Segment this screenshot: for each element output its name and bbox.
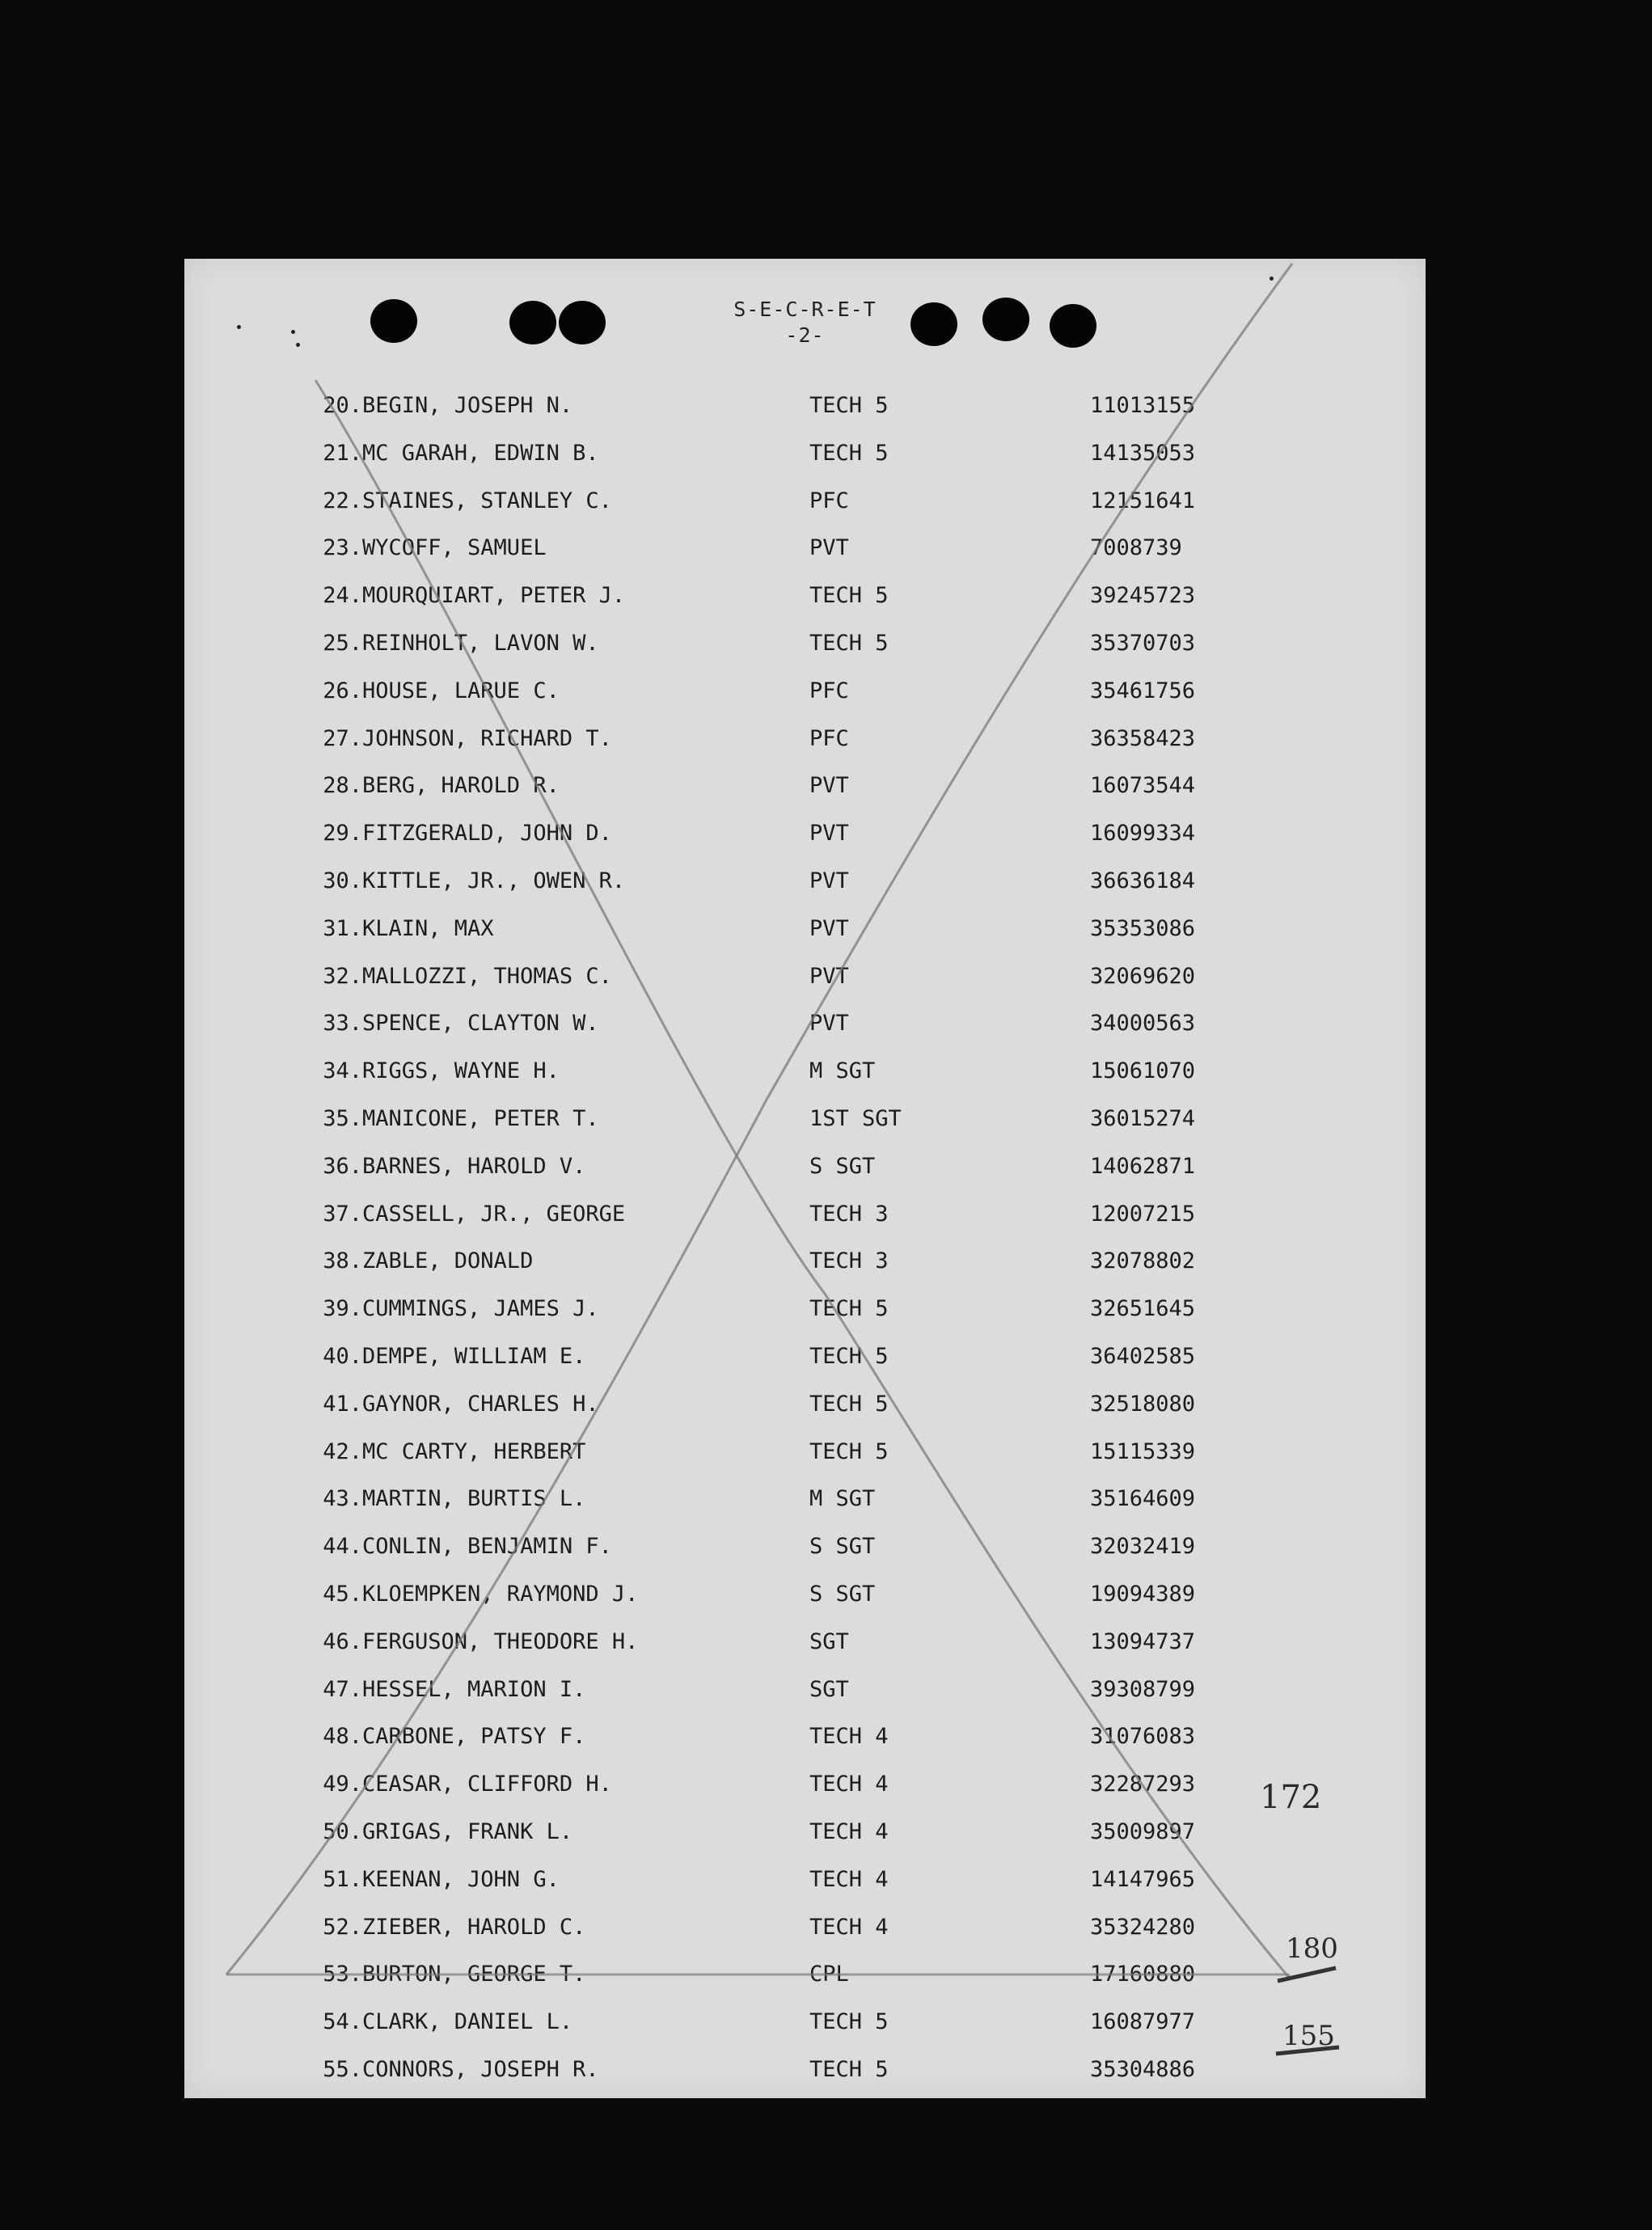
- entry-number: 27.: [323, 725, 362, 751]
- rank: M SGT: [809, 1058, 876, 1084]
- roster-row: [184, 620, 1426, 667]
- serial-number: 16087977: [1090, 2009, 1196, 2035]
- rank: TECH 5: [809, 2009, 889, 2035]
- serial-number: 35324280: [1090, 1914, 1196, 1940]
- entry-number: 29.: [323, 821, 362, 847]
- rank: PVT: [809, 915, 849, 941]
- soldier-name: FITZGERALD, JOHN D.: [362, 821, 612, 847]
- entry-number: 41.: [323, 1391, 362, 1417]
- serial-number: 32518080: [1090, 1391, 1196, 1417]
- struck-page-number: 180: [1286, 1932, 1338, 1965]
- serial-number: 35304886: [1090, 2057, 1196, 2082]
- roster-row: [184, 1951, 1426, 1998]
- rank: 1ST SGT: [809, 1106, 902, 1131]
- serial-number: 14147965: [1090, 1866, 1196, 1892]
- soldier-name: HOUSE, LARUE C.: [362, 678, 560, 703]
- serial-number: 11013155: [1090, 393, 1196, 418]
- rank: PFC: [809, 488, 849, 513]
- document-page: [184, 259, 1426, 2098]
- entry-number: 46.: [323, 1628, 362, 1654]
- soldier-name: BERG, HAROLD R.: [362, 773, 560, 799]
- soldier-name: ZABLE, DONALD: [362, 1248, 534, 1274]
- roster-row: [184, 1429, 1426, 1476]
- serial-number: 12151641: [1090, 488, 1196, 513]
- roster-row: [184, 1191, 1426, 1238]
- soldier-name: BEGIN, JOSEPH N.: [362, 393, 573, 418]
- soldier-name: SPENCE, CLAYTON W.: [362, 1011, 599, 1037]
- entry-number: 34.: [323, 1058, 362, 1084]
- roster-row: [184, 1571, 1426, 1618]
- serial-number: 36402585: [1090, 1344, 1196, 1369]
- rank: TECH 4: [809, 1724, 889, 1750]
- entry-number: 53.: [323, 1962, 362, 1987]
- serial-number: 36015274: [1090, 1106, 1196, 1131]
- serial-number: 36636184: [1090, 868, 1196, 893]
- roster-row: [184, 1333, 1426, 1380]
- roster-row: [184, 1619, 1426, 1666]
- roster-row: [184, 1286, 1426, 1333]
- archival-stamp-number: 172: [1260, 1779, 1322, 1816]
- soldier-name: CUMMINGS, JAMES J.: [362, 1296, 599, 1322]
- soldier-name: WYCOFF, SAMUEL: [362, 535, 547, 561]
- soldier-name: JOHNSON, RICHARD T.: [362, 725, 612, 751]
- roster-row: [184, 810, 1426, 857]
- rank: TECH 5: [809, 1391, 889, 1417]
- serial-number: 19094389: [1090, 1582, 1196, 1607]
- soldier-name: RIGGS, WAYNE H.: [362, 1058, 560, 1084]
- entry-number: 52.: [323, 1914, 362, 1940]
- rank: PVT: [809, 821, 849, 847]
- struck-page-number: 155: [1282, 2020, 1335, 2052]
- serial-number: 39308799: [1090, 1676, 1196, 1702]
- serial-number: 7008739: [1090, 535, 1182, 561]
- entry-number: 26.: [323, 678, 362, 703]
- entry-number: 44.: [323, 1534, 362, 1560]
- soldier-name: CASSELL, JR., GEORGE: [362, 1201, 626, 1227]
- entry-number: 40.: [323, 1344, 362, 1369]
- soldier-name: CONNORS, JOSEPH R.: [362, 2057, 599, 2082]
- rank: PVT: [809, 868, 849, 893]
- serial-number: 17160880: [1090, 1962, 1196, 1987]
- serial-number: 35370703: [1090, 631, 1196, 656]
- entry-number: 50.: [323, 1819, 362, 1844]
- roster-row: [184, 858, 1426, 905]
- roster-row: [184, 1238, 1426, 1285]
- entry-number: 37.: [323, 1201, 362, 1227]
- serial-number: 14135053: [1090, 440, 1196, 466]
- serial-number: 32069620: [1090, 963, 1196, 989]
- rank: TECH 4: [809, 1914, 889, 1940]
- entry-number: 42.: [323, 1438, 362, 1464]
- rank: PFC: [809, 725, 849, 751]
- roster-row: [184, 478, 1426, 525]
- serial-number: 32651645: [1090, 1296, 1196, 1322]
- roster-row: [184, 906, 1426, 952]
- rank: PVT: [809, 1011, 849, 1037]
- roster-row: [184, 1048, 1426, 1095]
- rank: TECH 4: [809, 1772, 889, 1797]
- roster-row: [184, 668, 1426, 715]
- rank: SGT: [809, 1676, 849, 1702]
- entry-number: 51.: [323, 1866, 362, 1892]
- rank: S SGT: [809, 1534, 876, 1560]
- roster-row: [184, 953, 1426, 1000]
- entry-number: 28.: [323, 773, 362, 799]
- serial-number: 32078802: [1090, 1248, 1196, 1274]
- roster-row: [184, 525, 1426, 572]
- soldier-name: BURTON, GEORGE T.: [362, 1962, 586, 1987]
- entry-number: 45.: [323, 1582, 362, 1607]
- soldier-name: KITTLE, JR., OWEN R.: [362, 868, 626, 893]
- serial-number: 35353086: [1090, 915, 1196, 941]
- serial-number: 35009897: [1090, 1819, 1196, 1844]
- rank: TECH 5: [809, 393, 889, 418]
- roster-row: [184, 382, 1426, 429]
- roster-row: [184, 716, 1426, 762]
- entry-number: 39.: [323, 1296, 362, 1322]
- serial-number: 34000563: [1090, 1011, 1196, 1037]
- soldier-name: KEENAN, JOHN G.: [362, 1866, 560, 1892]
- rank: S SGT: [809, 1582, 876, 1607]
- serial-number: 39245723: [1090, 583, 1196, 609]
- rank: TECH 5: [809, 583, 889, 609]
- classification-heading: S-E-C-R-E-T: [733, 298, 877, 321]
- soldier-name: MOURQUIART, PETER J.: [362, 583, 626, 609]
- soldier-name: CEASAR, CLIFFORD H.: [362, 1772, 612, 1797]
- soldier-name: MC CARTY, HERBERT: [362, 1438, 586, 1464]
- rank: TECH 4: [809, 1819, 889, 1844]
- roster-row: [184, 1523, 1426, 1570]
- roster-row: [184, 1761, 1426, 1808]
- soldier-name: CARBONE, PATSY F.: [362, 1724, 586, 1750]
- entry-number: 35.: [323, 1106, 362, 1131]
- rank: TECH 5: [809, 2057, 889, 2082]
- roster-row: [184, 1999, 1426, 2046]
- soldier-name: DEMPE, WILLIAM E.: [362, 1344, 586, 1369]
- roster-row: [184, 1809, 1426, 1856]
- serial-number: 13094737: [1090, 1628, 1196, 1654]
- rank: PVT: [809, 773, 849, 799]
- rank: TECH 5: [809, 1344, 889, 1369]
- soldier-name: STAINES, STANLEY C.: [362, 488, 612, 513]
- soldier-name: CONLIN, BENJAMIN F.: [362, 1534, 612, 1560]
- soldier-name: REINHOLT, LAVON W.: [362, 631, 599, 656]
- entry-number: 54.: [323, 2009, 362, 2035]
- roster-row: [184, 1381, 1426, 1428]
- entry-number: 32.: [323, 963, 362, 989]
- entry-number: 23.: [323, 535, 362, 561]
- entry-number: 55.: [323, 2057, 362, 2082]
- serial-number: 36358423: [1090, 725, 1196, 751]
- entry-number: 25.: [323, 631, 362, 656]
- soldier-name: KLOEMPKEN, RAYMOND J.: [362, 1582, 639, 1607]
- entry-number: 31.: [323, 915, 362, 941]
- soldier-name: HESSEL, MARION I.: [362, 1676, 586, 1702]
- entry-number: 38.: [323, 1248, 362, 1274]
- entry-number: 49.: [323, 1772, 362, 1797]
- serial-number: 32032419: [1090, 1534, 1196, 1560]
- rank: TECH 5: [809, 631, 889, 656]
- serial-number: 16099334: [1090, 821, 1196, 847]
- serial-number: 14062871: [1090, 1153, 1196, 1179]
- serial-number: 12007215: [1090, 1201, 1196, 1227]
- serial-number: 32287293: [1090, 1772, 1196, 1797]
- entry-number: 48.: [323, 1724, 362, 1750]
- roster-row: [184, 1904, 1426, 1951]
- entry-number: 20.: [323, 393, 362, 418]
- serial-number: 35164609: [1090, 1486, 1196, 1512]
- rank: PFC: [809, 678, 849, 703]
- rank: TECH 5: [809, 1296, 889, 1322]
- entry-number: 24.: [323, 583, 362, 609]
- roster-row: [184, 762, 1426, 809]
- roster-row: [184, 1476, 1426, 1523]
- rank: TECH 5: [809, 1438, 889, 1464]
- entry-number: 22.: [323, 488, 362, 513]
- rank: PVT: [809, 535, 849, 561]
- rank: S SGT: [809, 1153, 876, 1179]
- rank: TECH 3: [809, 1248, 889, 1274]
- soldier-name: KLAIN, MAX: [362, 915, 494, 941]
- soldier-name: MALLOZZI, THOMAS C.: [362, 963, 612, 989]
- serial-number: 15115339: [1090, 1438, 1196, 1464]
- soldier-name: MANICONE, PETER T.: [362, 1106, 599, 1131]
- entry-number: 36.: [323, 1153, 362, 1179]
- soldier-name: ZIEBER, HAROLD C.: [362, 1914, 586, 1940]
- entry-number: 30.: [323, 868, 362, 893]
- soldier-name: MC GARAH, EDWIN B.: [362, 440, 599, 466]
- rank: CPL: [809, 1962, 849, 1987]
- page-number: -2-: [785, 323, 825, 347]
- entry-number: 47.: [323, 1676, 362, 1702]
- roster-row: [184, 1856, 1426, 1903]
- roster-row: [184, 1096, 1426, 1142]
- roster-row: [184, 1713, 1426, 1760]
- soldier-name: CLARK, DANIEL L.: [362, 2009, 573, 2035]
- soldier-name: BARNES, HAROLD V.: [362, 1153, 586, 1179]
- entry-number: 21.: [323, 440, 362, 466]
- roster-row: [184, 1143, 1426, 1190]
- entry-number: 33.: [323, 1011, 362, 1037]
- serial-number: 16073544: [1090, 773, 1196, 799]
- roster-list: [184, 259, 1426, 2098]
- roster-row: [184, 2046, 1426, 2093]
- soldier-name: GAYNOR, CHARLES H.: [362, 1391, 599, 1417]
- roster-row: [184, 572, 1426, 619]
- soldier-name: FERGUSON, THEODORE H.: [362, 1628, 639, 1654]
- soldier-name: MARTIN, BURTIS L.: [362, 1486, 586, 1512]
- roster-row: [184, 430, 1426, 477]
- roster-row: [184, 1000, 1426, 1047]
- entry-number: 43.: [323, 1486, 362, 1512]
- serial-number: 35461756: [1090, 678, 1196, 703]
- rank: M SGT: [809, 1486, 876, 1512]
- serial-number: 15061070: [1090, 1058, 1196, 1084]
- serial-number: 31076083: [1090, 1724, 1196, 1750]
- rank: TECH 3: [809, 1201, 889, 1227]
- rank: TECH 4: [809, 1866, 889, 1892]
- rank: PVT: [809, 963, 849, 989]
- soldier-name: GRIGAS, FRANK L.: [362, 1819, 573, 1844]
- rank: TECH 5: [809, 440, 889, 466]
- roster-row: [184, 1666, 1426, 1713]
- rank: SGT: [809, 1628, 849, 1654]
